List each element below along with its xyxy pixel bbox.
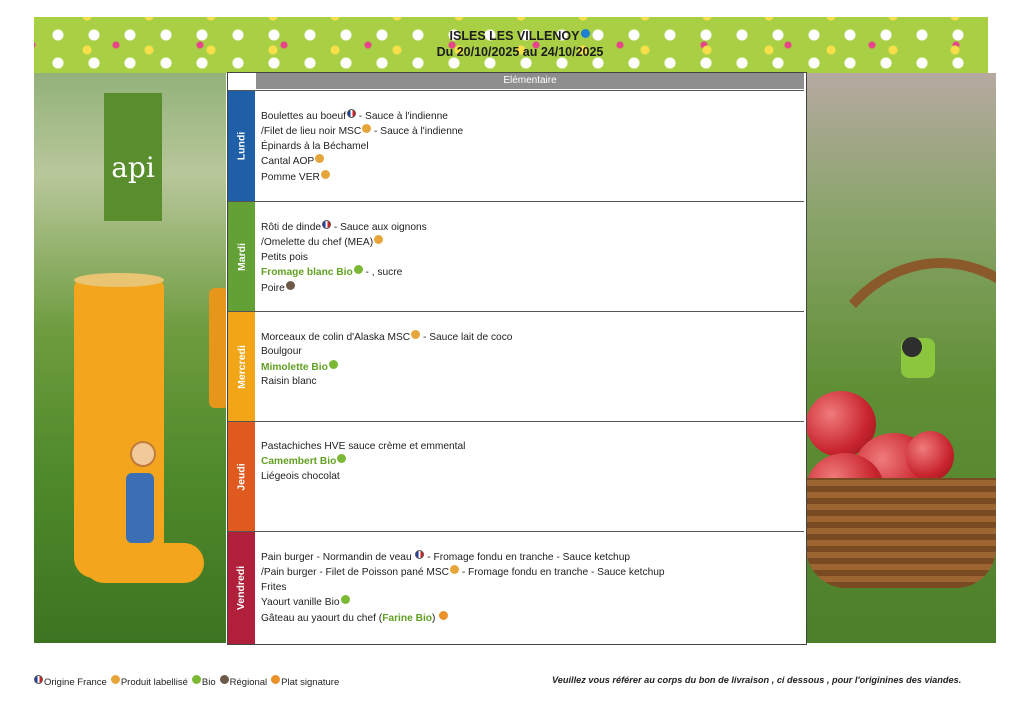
dish-list bbox=[261, 440, 796, 484]
legend-item bbox=[220, 677, 268, 688]
menu-table bbox=[227, 72, 807, 645]
dish-item bbox=[261, 281, 796, 296]
legend bbox=[34, 675, 343, 688]
day-label bbox=[228, 312, 255, 422]
dish-sauce: - Sauce lait de coco bbox=[420, 332, 513, 343]
dish-item bbox=[261, 170, 796, 185]
dish-item bbox=[261, 251, 796, 265]
apple-image bbox=[906, 431, 954, 481]
bio-icon bbox=[329, 360, 338, 369]
boy-head-illustration bbox=[902, 337, 922, 357]
dish-item bbox=[261, 611, 796, 626]
produit-labellise-icon bbox=[362, 124, 371, 133]
day-label-text: Jeudi bbox=[235, 463, 248, 491]
dish-list bbox=[261, 220, 796, 296]
dish-name: Pastachiches HVE sauce crème et emmental bbox=[261, 441, 466, 452]
dish-item bbox=[261, 154, 796, 169]
dish-name: Mimolette Bio bbox=[261, 361, 328, 373]
dish-name: /Filet de lieu noir MSC bbox=[261, 126, 362, 138]
day-label-text: Mercredi bbox=[235, 345, 248, 389]
dish-list bbox=[261, 109, 796, 185]
info-icon bbox=[581, 29, 590, 38]
bio-icon bbox=[337, 454, 346, 463]
dish-sauce: - , sucre bbox=[362, 267, 403, 279]
dish-item bbox=[261, 330, 796, 345]
dish-sauce: - Sauce aux oignons bbox=[331, 222, 427, 233]
dish-item bbox=[261, 454, 796, 469]
dish-name: /Omelette du chef (MEA) bbox=[261, 237, 374, 249]
dish-item bbox=[261, 360, 796, 375]
dish-name: Yaourt vanille Bio bbox=[261, 597, 340, 609]
dish-item bbox=[261, 440, 796, 454]
produit-labellise-icon bbox=[450, 565, 459, 574]
dish-name: Morceaux de colin d'Alaska MSC bbox=[261, 332, 411, 343]
produit-labellise-icon bbox=[111, 675, 120, 684]
footer-note: Veuillez vous référer au corps du bon de livraison , ci dessous , pour l'originines des viandes. bbox=[552, 675, 962, 685]
dish-item bbox=[261, 345, 796, 359]
legend-label: Plat signature bbox=[281, 677, 340, 688]
week-dates: Du 20/10/2025 au 24/10/2025 bbox=[436, 45, 604, 59]
dish-item bbox=[261, 140, 796, 154]
legend-label: Régional bbox=[229, 677, 268, 688]
legend-item bbox=[111, 677, 188, 688]
regional-icon bbox=[286, 281, 295, 290]
regional-icon bbox=[220, 675, 229, 684]
dish-item bbox=[261, 595, 796, 610]
day-row-mercredi bbox=[228, 311, 804, 422]
produit-labellise-icon bbox=[315, 154, 324, 163]
day-label bbox=[228, 532, 255, 644]
dish-list bbox=[261, 550, 796, 626]
dish-name: Petits pois bbox=[261, 251, 308, 263]
day-row-vendredi bbox=[228, 531, 804, 644]
day-label-text: Vendredi bbox=[235, 565, 248, 611]
dish-name: Liégeois chocolat bbox=[261, 470, 340, 482]
dish-name: Raisin blanc bbox=[261, 376, 317, 388]
legend-label: Bio bbox=[201, 677, 216, 688]
day-row-mardi bbox=[228, 201, 804, 312]
dish-name: Poire bbox=[261, 282, 285, 294]
dish-paren-close: ) bbox=[432, 612, 439, 624]
day-label-text: Mardi bbox=[235, 242, 248, 272]
api-logo: api bbox=[104, 93, 162, 221]
column-header: Elémentaire bbox=[256, 73, 804, 89]
legend-item bbox=[271, 677, 339, 688]
bio-icon bbox=[354, 265, 363, 274]
legend-label: Origine France bbox=[44, 677, 107, 688]
dish-name: Pain burger - Normandin de veau bbox=[261, 552, 415, 563]
dish-name: Cantal AOP bbox=[261, 156, 315, 168]
dish-item bbox=[261, 109, 796, 124]
dish-item bbox=[261, 470, 796, 484]
dish-name: Frites bbox=[261, 581, 287, 593]
produit-labellise-icon bbox=[374, 235, 383, 244]
produit-labellise-icon bbox=[321, 170, 330, 179]
dish-item bbox=[261, 220, 796, 235]
right-photo-panel bbox=[806, 73, 996, 643]
dish-name: Rôti de dinde bbox=[261, 222, 322, 233]
origine-france-icon bbox=[347, 109, 356, 118]
header-title-box bbox=[405, 28, 635, 60]
legend-item bbox=[34, 677, 107, 688]
origine-france-icon bbox=[34, 675, 43, 684]
child-illustration bbox=[126, 473, 154, 543]
dish-name: Pomme VER bbox=[261, 171, 320, 183]
produit-labellise-icon bbox=[411, 330, 420, 339]
child-head-illustration bbox=[130, 441, 156, 467]
plat-signature-icon bbox=[439, 611, 448, 620]
school-name: ISLES LES VILLENOY bbox=[449, 29, 580, 43]
dish-item bbox=[261, 265, 796, 280]
day-label bbox=[228, 422, 255, 532]
dish-item bbox=[261, 550, 796, 565]
dish-item bbox=[261, 581, 796, 595]
dish-name: Gâteau au yaourt du chef ( bbox=[261, 612, 383, 624]
dish-name: /Pain burger - Filet de Poisson pané MSC bbox=[261, 567, 449, 579]
dish-list bbox=[261, 330, 796, 390]
dish-sauce: - Sauce à l'indienne bbox=[355, 111, 448, 122]
dish-item bbox=[261, 235, 796, 250]
boot-rim bbox=[74, 273, 164, 287]
day-label bbox=[228, 91, 255, 201]
dish-item bbox=[261, 375, 796, 389]
dish-name: Boulgour bbox=[261, 346, 302, 358]
dish-name: Camembert Bio bbox=[261, 456, 337, 468]
dish-name: Boulettes au boeuf bbox=[261, 111, 346, 122]
dish-item bbox=[261, 124, 796, 139]
legend-label: Produit labellisé bbox=[120, 677, 188, 688]
day-label bbox=[228, 202, 255, 312]
dish-name: Épinards à la Béchamel bbox=[261, 140, 369, 152]
dish-sauce: - Sauce à l'indienne bbox=[371, 126, 464, 138]
boot-image-back bbox=[209, 288, 226, 408]
left-photo-panel bbox=[34, 73, 226, 643]
plat-signature-icon bbox=[271, 675, 280, 684]
basket-image bbox=[806, 478, 996, 588]
legend-item bbox=[192, 677, 216, 688]
dish-item bbox=[261, 565, 796, 580]
boot-foot-image bbox=[84, 543, 204, 583]
day-row-lundi bbox=[228, 90, 804, 201]
dish-bio-ingredient: Farine Bio bbox=[382, 612, 433, 624]
bio-icon bbox=[192, 675, 201, 684]
day-row-jeudi bbox=[228, 421, 804, 532]
origine-france-icon bbox=[322, 220, 331, 229]
bio-icon bbox=[341, 595, 350, 604]
dish-sauce: - Fromage fondu en tranche - Sauce ketchup bbox=[459, 567, 665, 579]
dish-sauce: - Fromage fondu en tranche - Sauce ketchup bbox=[424, 552, 631, 563]
day-label-text: Lundi bbox=[235, 131, 248, 161]
dish-name: Fromage blanc Bio bbox=[261, 267, 353, 279]
